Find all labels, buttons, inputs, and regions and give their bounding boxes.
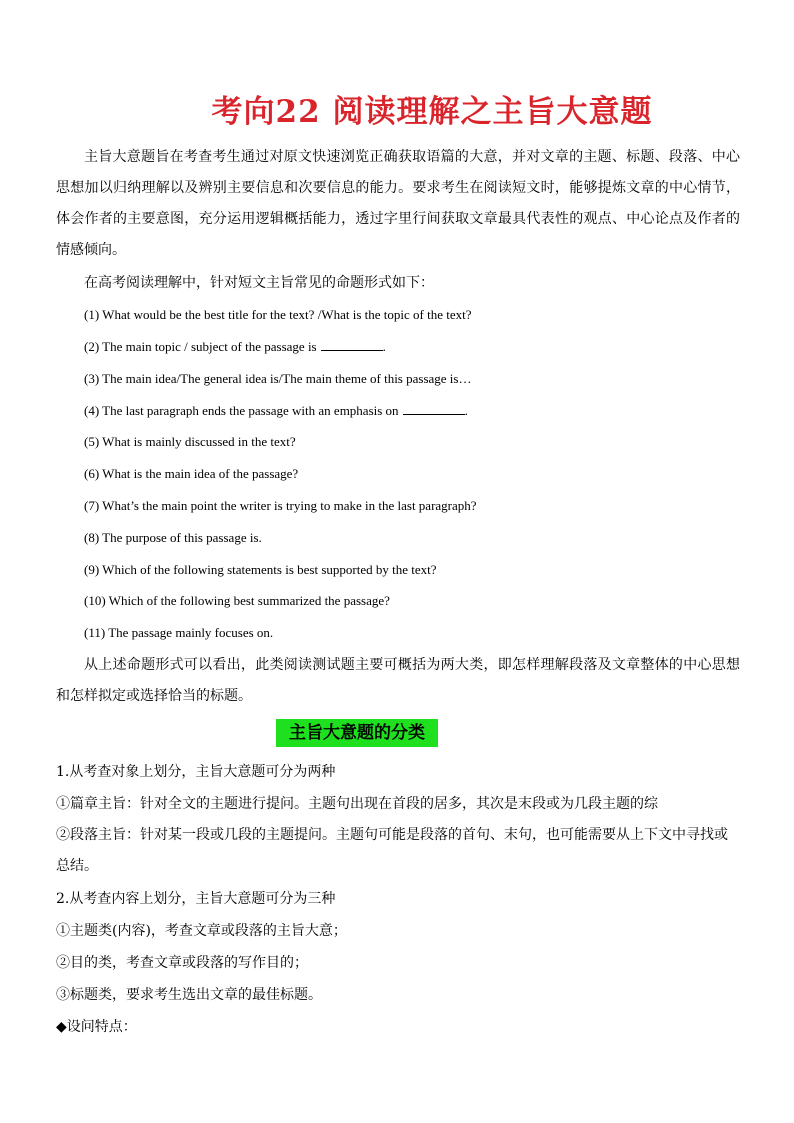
- classification-by-object-item-1: ①篇章主旨：针对全文的主题进行提问。主题句出现在首段的居多，其次是末段或为几段主题的综: [56, 796, 658, 812]
- question-form-5: (5) What is mainly discussed in the text?: [84, 434, 296, 449]
- question-form-1: (1) What would be the best title for the text? /What is the topic of the text?: [84, 307, 472, 322]
- question-form-4-text: (4) The last paragraph ends the passage with an emphasis on: [84, 403, 399, 418]
- classification-by-content-item-2: ②目的类，考查文章或段落的写作目的；: [56, 955, 308, 971]
- classification-by-content-title: 2.从考查内容上划分，主旨大意题可分为三种: [56, 891, 336, 907]
- question-form-4: (4) The last paragraph ends the passage with an emphasis on .: [84, 403, 468, 418]
- forms-intro: 在高考阅读理解中，针对短文主旨常见的命题形式如下：: [84, 275, 434, 291]
- classification-by-content-item-1: ①主题类(内容)，考查文章或段落的主旨大意；: [56, 923, 347, 939]
- summary-paragraph: 从上述命题形式可以看出，此类阅读测试题主要可概括为两大类，即怎样理解段落及文章整体的中心思想和怎样拟定或选择恰当的标题。: [56, 657, 740, 704]
- question-form-2: (2) The main topic / subject of the passage is .: [84, 339, 386, 354]
- question-form-2-text: (2) The main topic / subject of the passage is: [84, 339, 317, 354]
- question-form-9: (9) Which of the following statements is best supported by the text?: [84, 562, 437, 577]
- question-form-8: (8) The purpose of this passage is.: [84, 530, 262, 545]
- features-label: ◆设问特点：: [56, 1019, 137, 1035]
- question-form-6: (6) What is the main idea of the passage?: [84, 466, 299, 481]
- answer-blank: [403, 402, 465, 415]
- question-form-10: (10) Which of the following best summarized the passage?: [84, 593, 390, 608]
- answer-blank: [321, 338, 383, 351]
- classification-by-object-title: 1.从考查对象上划分，主旨大意题可分为两种: [56, 764, 336, 780]
- classification-by-object-item-2: ②段落主旨：针对某一段或几段的主题提问。主题句可能是段落的首句、末句，也可能需要从上下文中寻找或总结。: [56, 827, 728, 874]
- question-form-11: (11) The passage mainly focuses on.: [84, 625, 274, 640]
- page-title: 考向22 阅读理解之主旨大意题: [211, 94, 653, 130]
- classification-by-content-item-3: ③标题类，要求考生选出文章的最佳标题。: [56, 987, 322, 1003]
- question-form-7: (7) What’s the main point the writer is trying to make in the last paragraph?: [84, 498, 477, 513]
- section-heading: 主旨大意题的分类: [276, 719, 438, 747]
- intro-paragraph: 主旨大意题旨在考查考生通过对原文快速浏览正确获取语篇的大意，并对文章的主题、标题、段落、中心思想加以归纳理解以及辨别主要信息和次要信息的能力。要求考生在阅读短文时，能够提炼文章的中心情节，体会作者的主要意图，充分运用逻辑概括能力，透过字里行间获取文章最具代表性的观点、中心论点及作者的情感倾向。: [56, 149, 740, 258]
- question-form-3: (3) The main idea/The general idea is/The main theme of this passage is…: [84, 371, 472, 386]
